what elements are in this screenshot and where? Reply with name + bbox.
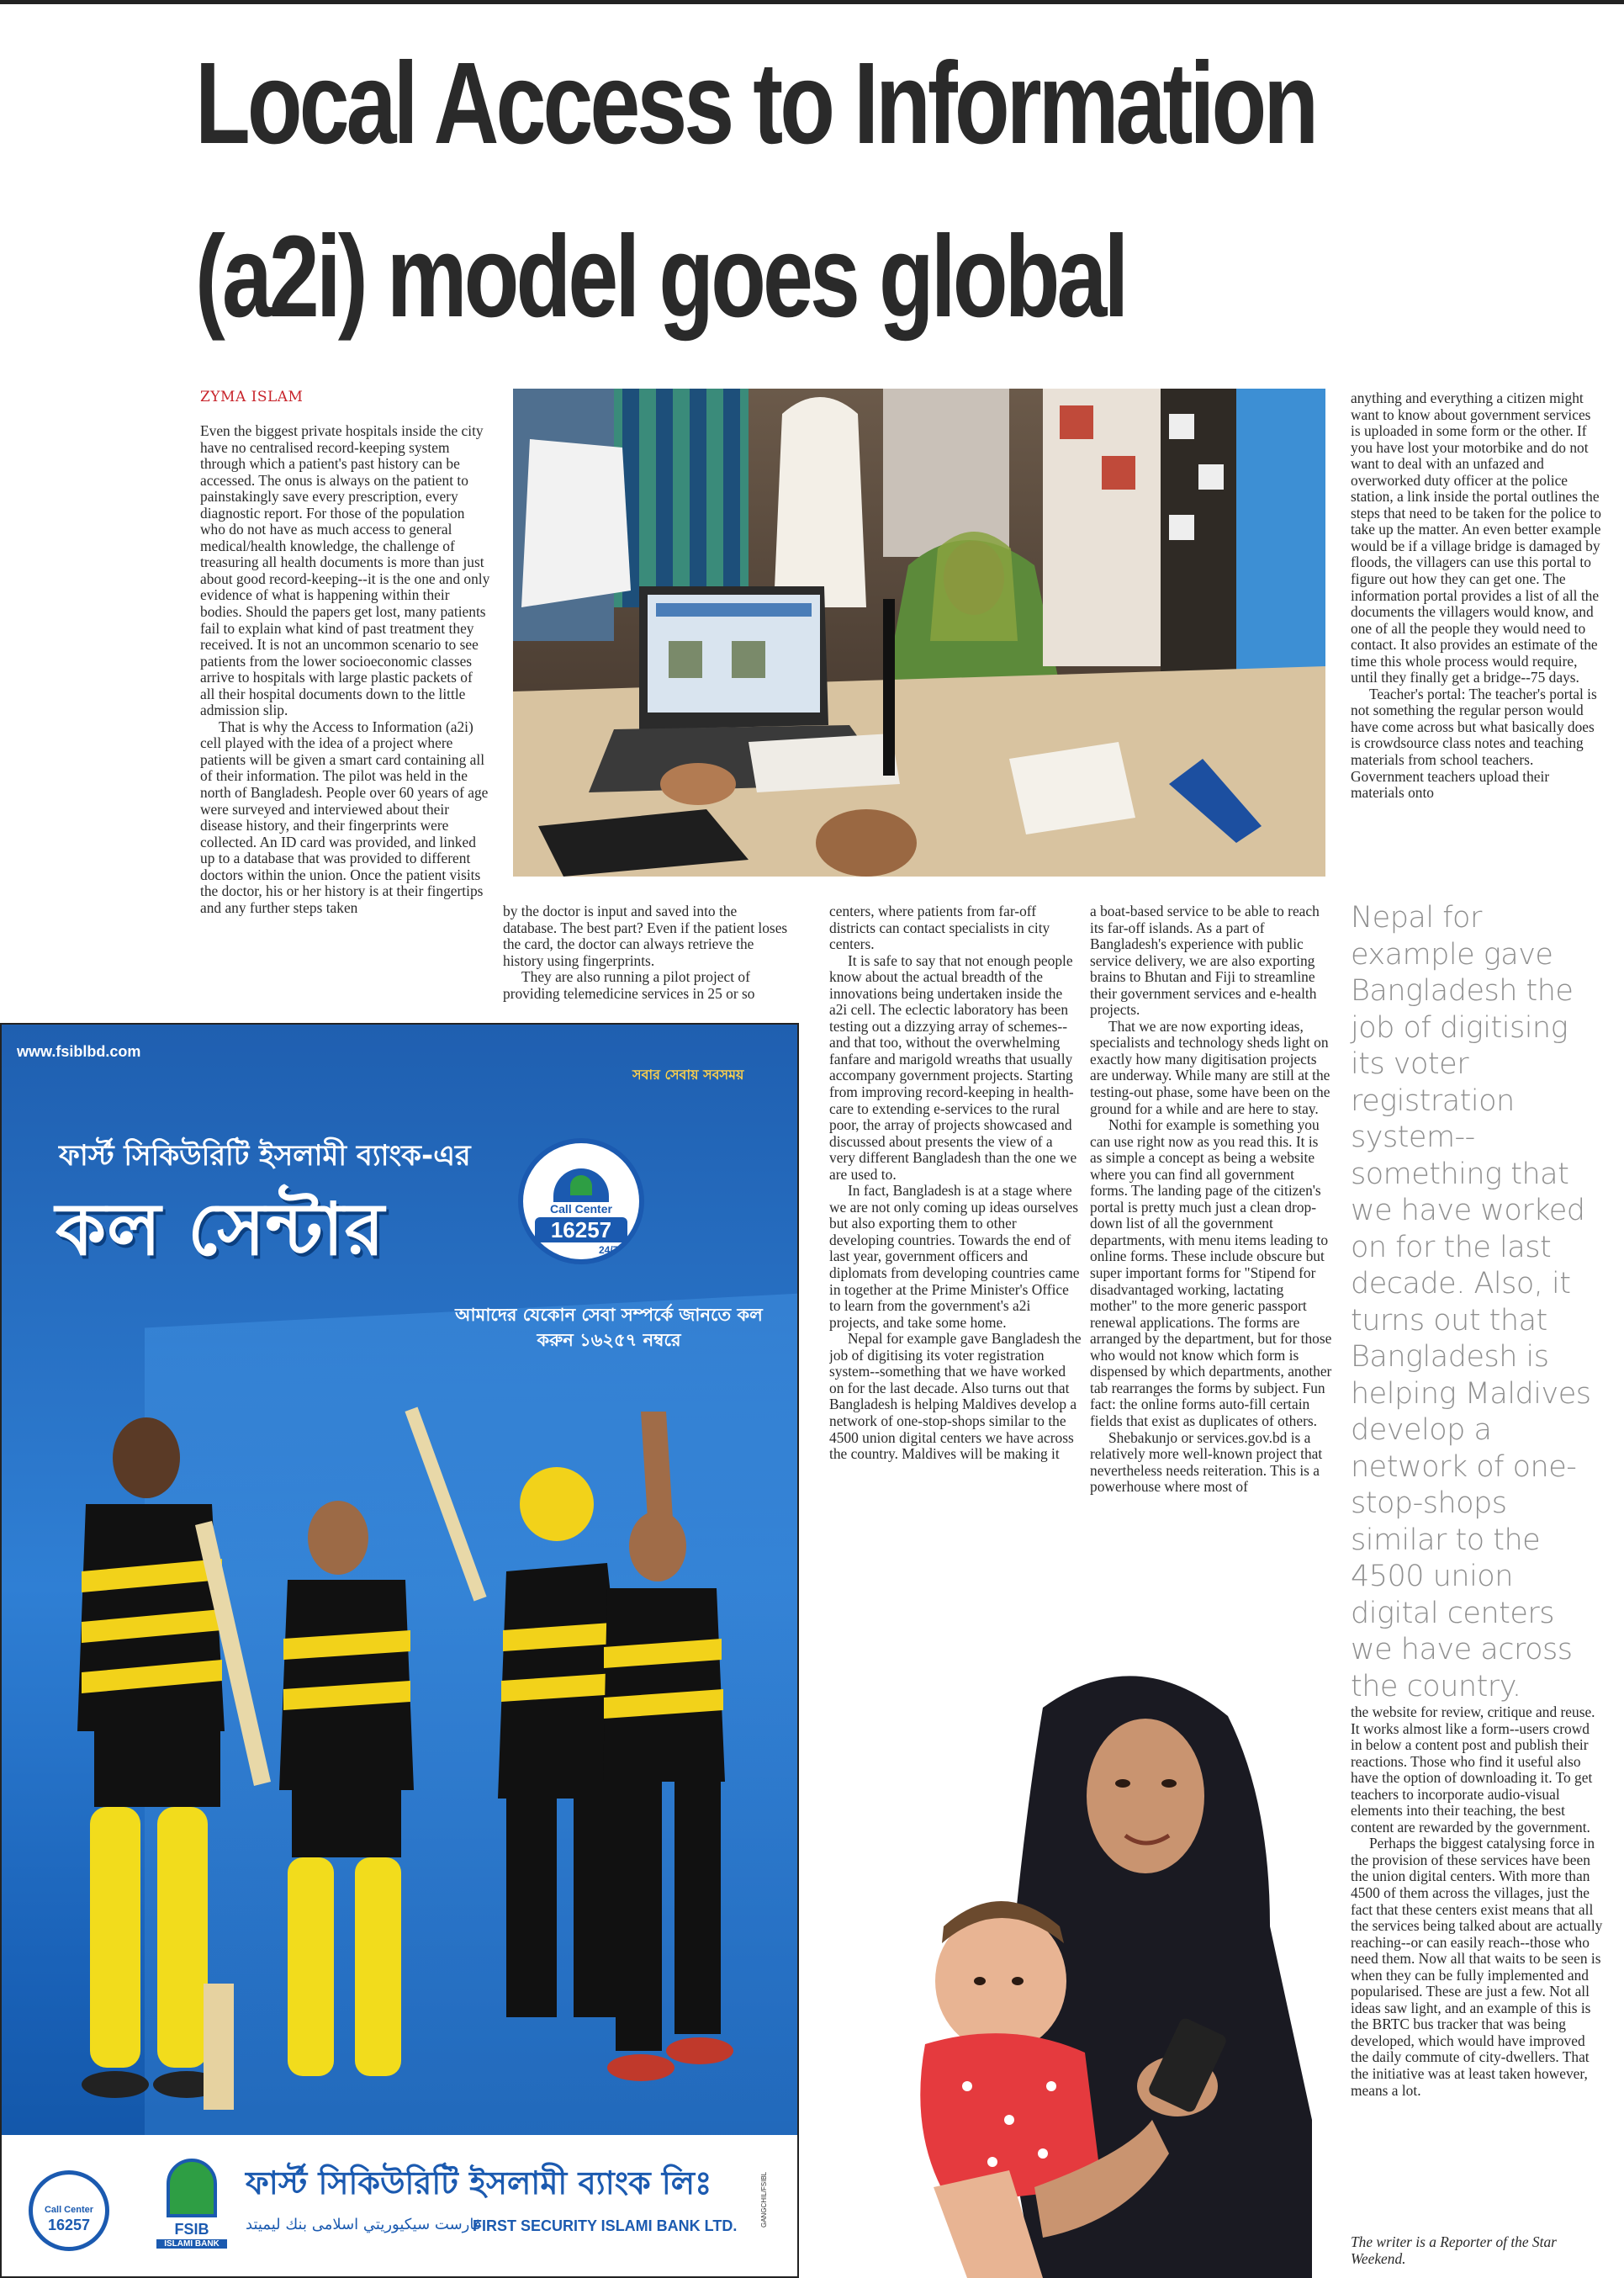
paragraph: Even the biggest private hospitals inside the city have no centralised record-keeping system through which a patient's past history can be accessed. The onus is always on the patient to painstakingly save every prescription, every diagnostic report. For those of the population who do not have as much access to general medical/health knowledge, the challenge of treasuring all health documents is more than just about good record-keeping--it is the one and only evidence of what is happening within their bodies. Should the papers get lost, many patients fail to explain what kind of past treatment they received. It is not an uncommon scenario to see patients from the lower socioeconomic classes arrive to hospitals with large plastic packets of all their hospital documents down to the little admission slip. [200, 423, 490, 719]
ad-url[interactable]: www.fsiblbd.com [17, 1043, 141, 1060]
fsib-logo-text: FSIB [174, 2221, 209, 2238]
headline [195, 17, 1316, 363]
article-column-2 [503, 903, 789, 1013]
call-center-badge-label: Call Center [44, 2205, 94, 2215]
article-column-5-top [1351, 390, 1603, 892]
call-center-hours: 24/7 [599, 1244, 619, 1256]
paragraph: the website for review, critique and reuse. It works almost like a form--users crowd in below a content post and publish their reactions. Those who find it useful also have the option of downloading it. To get teachers to incorporate audio-visual elements into their teaching, the best content are rewarded by the government. [1351, 1704, 1595, 1836]
paragraph: a boat-based service to be able to reach its far-off islands. As a part of Bangladesh's experience with public service delivery, we are also exporting brains to Bhutan and Fiji to streamline their government services and e-health projects. [1090, 903, 1320, 1019]
headline-line-1: Local Access to Information [195, 39, 1316, 168]
call-center-badge [29, 2170, 109, 2251]
call-center-number: 16257 [535, 1217, 627, 1242]
article-column-5-bottom [1351, 1704, 1603, 2234]
ad-footer [2, 2135, 797, 2278]
paragraph: That we are now exporting ideas, specialists and technology sheds light on exactly how many digitisation projects are underway. While many are still at the testing-out phase, some have been on the ground for a while and are here to stay. [1090, 1017, 1330, 1117]
ad-badge: সবার সেবায় সবসময় [632, 1067, 744, 1083]
pull-quote: Nepal for example gave Bangladesh the job of digitising its voter registration system--something that we have worked on for the last decade. Also, it turns out that Bangladesh is helping Maldives develop a network of one-stop-shops similar to the 4500 union digital centers we have across the country. [1351, 901, 1591, 1703]
ad-bangla-heading: ফার্স্ট সিকিউরিটি ইসলামী ব্যাংক-এর [59, 1139, 471, 1173]
cricket-players-image [2, 1378, 797, 2135]
bank-name-bangla: ফার্স্ট সিকিউরিটি ইসলামী ব্যাংক লিঃ [246, 2164, 712, 2201]
article-column-3 [829, 903, 1082, 1610]
writer-note-text: The writer is a Reporter of the Star Weekend. [1351, 2234, 1557, 2267]
mosque-dome-icon [167, 2159, 217, 2217]
paragraph: They are also running a pilot project of providing telemedicine services in 25 or so [503, 968, 755, 1002]
paragraph: Teacher's portal: The teacher's portal is not something the regular person would have come across but what basically does is crowdsource class notes and teaching materials from school teachers. Government teachers upload their materials onto [1351, 685, 1597, 802]
dome-icon [570, 1175, 592, 1195]
ad-call-center-title: কল সেন্টার [56, 1188, 385, 1272]
paragraph: It is safe to say that not enough people know about the actual breadth of the innovations being undertaken inside the a2i cell. The eclectic laboratory has been testing out a dizzying array of schemes--and that too, without the overwhelming fanfare and marigold wreaths that usually accompany government projects. Starting from improving record-keeping in health-care to extending e-services to the rural poor, the array of projects showcased and discussed about presents the view of a very different Bangladesh than the one we are used to. [829, 951, 1077, 1183]
call-center-label: Call Center [550, 1202, 612, 1216]
call-center-logo [518, 1138, 644, 1264]
paragraph: Nepal for example gave Bangladesh the job of digitising its voter registration system--something that we have worked on for the last decade. Also turns out that Bangladesh is helping Maldives develop a network of one-stop-shops similar to the 4500 union digital centers we have across the country. Maldives will be making it [829, 1330, 1082, 1463]
bank-name-arabic: فارست سيكيوريتي اسلامى بنك ليميتد [246, 2216, 482, 2233]
bank-advertisement[interactable] [0, 1023, 799, 2278]
paragraph: That is why the Access to Information (a2i) cell played with the idea of a project where patients will be given a smart card containing all of their information. The pilot was held in the north of Bangladesh. People over 60 years of age were surveyed and interviewed about their disease history, and their fingerprints were collected. An ID card was provided, and linked up to a database that was provided to different doctors within the union. Once the patient visits the doctor, his or her history is at their fingertips and any further steps taken [200, 718, 489, 916]
article-column-1 [200, 423, 490, 1012]
paragraph: anything and everything a citizen might want to know about government services is uploaded in some form or the other. If you have lost your motorbike and do not want to deal with an unfazed and overworked duty officer at the police station, a link inside the portal outlines the steps that need to be taken for the police to take up the matter. An even better example would be if a village bridge is damaged by floods, the villagers can use this portal to figure out how they can get one. The information portal provides a list of all the documents the villagers would know, and one of all the people they would need to contact. It also provides an estimate of the time this whole process would require, until they finally get a bridge--75 days. [1351, 390, 1601, 686]
paragraph: Perhaps the biggest catalysing force in the provision of these services have been the union digital centers. With more than 4500 of them across the villages, just the fact that these centers exist means that all the services being talked about are actually reaching--or can easily reach--those who need them. Now all that waits to be seen is when they can be fully implemented and popularised. These are just a few. Not all ideas saw light, and an example of this is the BRTC bus tracker that was being developed, which would have improved the daily commute of city-dwellers. That the initiative was at least taken however, means a lot. [1351, 1835, 1603, 2099]
paragraph: Shebakunjo or services.gov.bd is a relatively more well-known project that nevertheless needs reiteration. This is a powerhouse where most of [1090, 1428, 1323, 1496]
paragraph: In fact, Bangladesh is at a stage where we are not only coming up ideas ourselves but also exporting them to other developing countries. Towards the end of last year, government officers and diplomats from developing countries came in together at the Prime Minister's Office to learn from the government's a2i projects, and take some home. [829, 1182, 1080, 1331]
agency-credit: GANGCHIL/FSIBL [760, 2171, 768, 2228]
paragraph: centers, where patients from far-off districts can contact specialists in city centers. [829, 903, 1050, 953]
laptop-registration-photo [513, 389, 1325, 877]
top-rule [0, 0, 1624, 4]
writer-note [1351, 2234, 1603, 2271]
bank-name-english: FIRST SECURITY ISLAMI BANK LTD. [473, 2217, 738, 2234]
call-center-badge-number: 16257 [47, 2217, 91, 2233]
fsib-logo [161, 2159, 222, 2249]
paragraph: by the doctor is input and saved into the database. The best part? Even if the patient loses the card, the doctor can always retrieve the history using fingerprints. [503, 903, 788, 969]
fsib-logo-subtext: ISLAMI BANK [156, 2239, 227, 2249]
paragraph: Nothi for example is something you can use right now as you read this. It is as simple a concept as being a website where you can find all government forms. The landing page of the citizen's portal is pretty much just a clean drop-down list of all the government departments, with menu items leading to online forms. These include obscure but super important forms for "Stipend for disadvantaged working, lactating mother" to the more generic passport renewal applications. The forms are arranged by the department, but for those who would not know which form is dispensed by which departments, another tab rearranges the forms by subject. Fun fact: the online forms auto-fill certain fields that exist as duplicates of others. [1090, 1116, 1332, 1429]
headline-line-2: (a2i) model goes global [195, 212, 1126, 342]
article-column-4 [1090, 903, 1334, 1610]
mother-with-baby-photo [875, 1649, 1342, 2278]
ad-call-to-action: আমাদের যেকোন সেবা সম্পর্কে জানতে কল করুন ১৬২৫৭ নম্বরে [455, 1305, 763, 1350]
byline: ZYMA ISLAM [200, 389, 304, 405]
